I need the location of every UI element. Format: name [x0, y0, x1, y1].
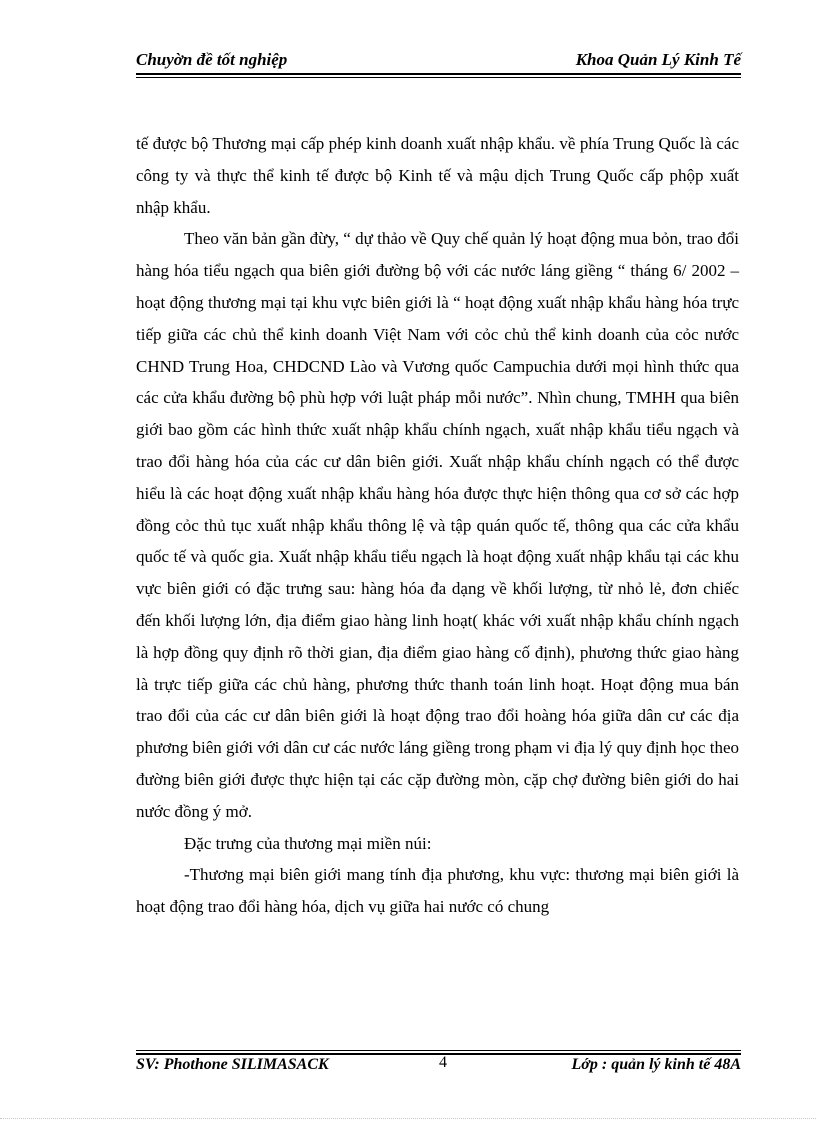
paragraph-trade-regulation: Theo văn bản gần đừy, “ dự thảo về Quy chế quản lý hoạt động mua bỏn, trao đổi hàng hóa tiểu ngạch qua biên giới đường bộ với các nước láng giềng “ tháng 6/ 2002 – hoạt động thương mại tại khu vực biên giới là “ hoạt động xuất nhập khẩu hàng hóa trực tiếp giữa các chủ thể kinh doanh Việt Nam với cỏc chủ thể kinh doanh của cỏc nước CHND Trung Hoa, CHDCND Lào và Vương quốc Campuchia dưới mọi hình thức qua các cửa khẩu đường bộ phù hợp với luật pháp mỗi nước”. Nhìn chung, TMHH qua biên giới bao gồm các hình thức xuất nhập khẩu chính ngạch, xuất nhập khẩu tiểu ngạch và trao đổi hàng hóa của các cư dân biên giới. Xuất nhập khẩu chính ngạch có thể được hiểu là các hoạt động xuất nhập khẩu hàng hóa được thực hiện thông qua cơ sở các hợp đồng cỏc thủ tục xuất nhập khẩu thông lệ và tập quán quốc tế, thông qua các cửa khẩu quốc tế và quốc gia. Xuất nhập khẩu tiểu ngạch là hoạt động xuất nhập khẩu tại các khu vực biên giới có đặc trưng sau: hàng hóa đa dạng về khối lượng, từ nhỏ lẻ, đơn chiếc đến khối lượng lớn, địa điểm giao hàng linh hoạt( khác với xuất nhập khẩu chính ngạch là hợp đồng quy định rõ thời gian, địa điểm giao hàng cố định), phương thức giao hàng là trực tiếp giữa các chủ hàng, phương thức thanh toán linh hoạt. Hoạt động mua bán trao đổi của các cư dân biên giới là hoạt động trao đổi hoàng hóa giữa dân cư các địa phương biên giới với dân cư các nước láng giềng trong phạm vi địa lý quy định học theo đường biên giới được thực hiện tại các cặp đường mòn, cặp chợ đường biên giới do hai nước đồng ý mở. — [136, 229, 739, 821]
header-thesis-title: Chuyờn đề tốt nghiệp — [136, 50, 288, 69]
paragraph-border-trade-local: -Thương mại biên giới mang tính địa phương, khu vực: thương mại biên giới là hoạt động trao đổi hàng hóa, dịch vụ giữa hai nước có chung — [136, 865, 739, 917]
footer-rule-thin — [136, 1050, 741, 1051]
paragraph-heading-mountain-trade: Đặc trưng của thương mại miền núi: — [184, 833, 432, 853]
page-number: 4 — [439, 1054, 447, 1071]
page-header — [136, 50, 741, 72]
page-footer — [136, 1056, 741, 1078]
footer-class: Lớp : quản lý kinh tế 48A — [571, 1056, 741, 1073]
header-rule-thick — [136, 73, 741, 75]
header-faculty: Khoa Quản Lý Kinh Tế — [575, 50, 741, 69]
paragraph-continuation: tế được bộ Thương mại cấp phép kinh doanh xuất nhập khẩu. về phía Trung Quốc là các công ty và thực thể kinh tế được bộ Kinh tế và mậu dịch Trung Quốc cấp phộp xuất nhập khẩu. — [136, 134, 739, 217]
page-bottom-dotted-edge — [0, 1118, 816, 1119]
footer-student-name: SV: Phothone SILIMASACK — [136, 1056, 329, 1073]
body-text — [136, 128, 739, 923]
header-rule-thin — [136, 77, 741, 78]
